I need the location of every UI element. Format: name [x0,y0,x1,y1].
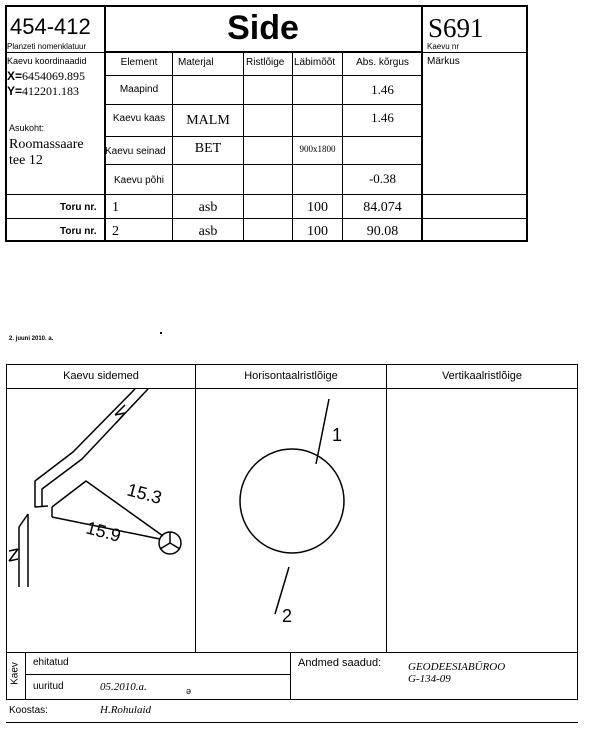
row-diameter: 900x1800 [299,144,336,154]
row-element: Kaevu seinad [105,146,166,157]
horizontal-section-sketch [196,389,386,651]
data-source-label: Andmed saadud: [298,657,382,669]
location-line-1: Roomassaare [9,137,84,152]
line-label-2: 2 [282,606,293,626]
pen-mark: ə [186,686,192,696]
measured-value: 05.2010.a. [100,681,147,693]
row-height: -0.38 [368,171,397,186]
pipe-line-1 [316,399,329,464]
x-value: 6454069.895 [22,69,86,83]
compiled-by-label: Koostas: [9,705,48,716]
pipe-height: 90.08 [366,224,399,239]
row-material: MALM [186,113,230,128]
pipe-height: 84.074 [363,200,402,215]
pipe-material: asb [198,224,218,239]
built-label: ehitatud [33,657,69,668]
scan-speck [160,332,162,334]
row-height: 1.46 [371,82,394,97]
compiled-by-value: H.Rohulaid [100,704,152,716]
pipe-number: 2 [112,224,119,239]
pipe-material: asb [198,200,218,215]
date-note: 2. juuni 2010. a. [9,336,54,342]
row-height: 1.46 [371,110,394,125]
header-cross-section: Ristlõige [246,57,285,68]
nomenclature-label: Planzeti nomenklatuur [7,42,87,51]
measured-label: uuritud [33,681,64,692]
connections-sketch [7,389,195,651]
sketch-label-lower: 15.9 [83,517,123,546]
nomenclature-number: 454-412 [10,14,91,39]
header-material: Materjal [178,57,214,68]
header-diameter: Läbimõõt [294,57,336,68]
location-line-2: tee 12 [9,153,43,168]
row-element: Kaevu põhi [113,175,165,186]
pipe-label: Toru nr. [60,202,97,213]
y-value: 412201.183 [22,84,80,98]
well-number-label: Kaevu nr [427,42,460,51]
data-source-code: G-134-09 [408,673,451,685]
pipe-label: Toru nr. [60,226,97,237]
road-mark-lower [9,549,18,561]
coords-label: Kaevu koordinaadid [7,56,87,66]
sketch-label-upper: 15.3 [124,479,164,508]
col-title-connections: Kaevu sidemed [63,370,139,382]
pipe-diameter: 100 [307,224,328,239]
remarks-label: Märkus [427,56,460,67]
well-side-label: Kaev [9,662,21,685]
pipe-diameter: 100 [307,200,328,215]
y-prefix: Y= [7,84,23,98]
y-coordinate [7,84,79,99]
line-label-1: 1 [332,425,343,445]
road-edge-upper-outer [35,389,135,507]
col-title-horizontal-section: Horisontaalristlõige [244,370,338,382]
header-element: Element [120,57,158,68]
header-height: Abs. kõrgus [356,57,409,68]
row-element: Maapind [119,84,159,95]
well-number: S691 [428,13,484,43]
well-outline [240,449,344,553]
row-element: Kaevu kaas [112,113,166,124]
road-corner [19,514,28,527]
data-source-company: GEODEESIABÜROO [408,661,506,673]
pipe-number: 1 [112,200,119,215]
card-title: Side [227,9,299,47]
row-material: BET [194,141,222,156]
x-prefix: X= [7,69,23,83]
location-label: Asukoht: [9,123,45,133]
x-coordinate [7,69,85,84]
col-title-vertical-section: Vertikaalristlõige [441,370,523,382]
